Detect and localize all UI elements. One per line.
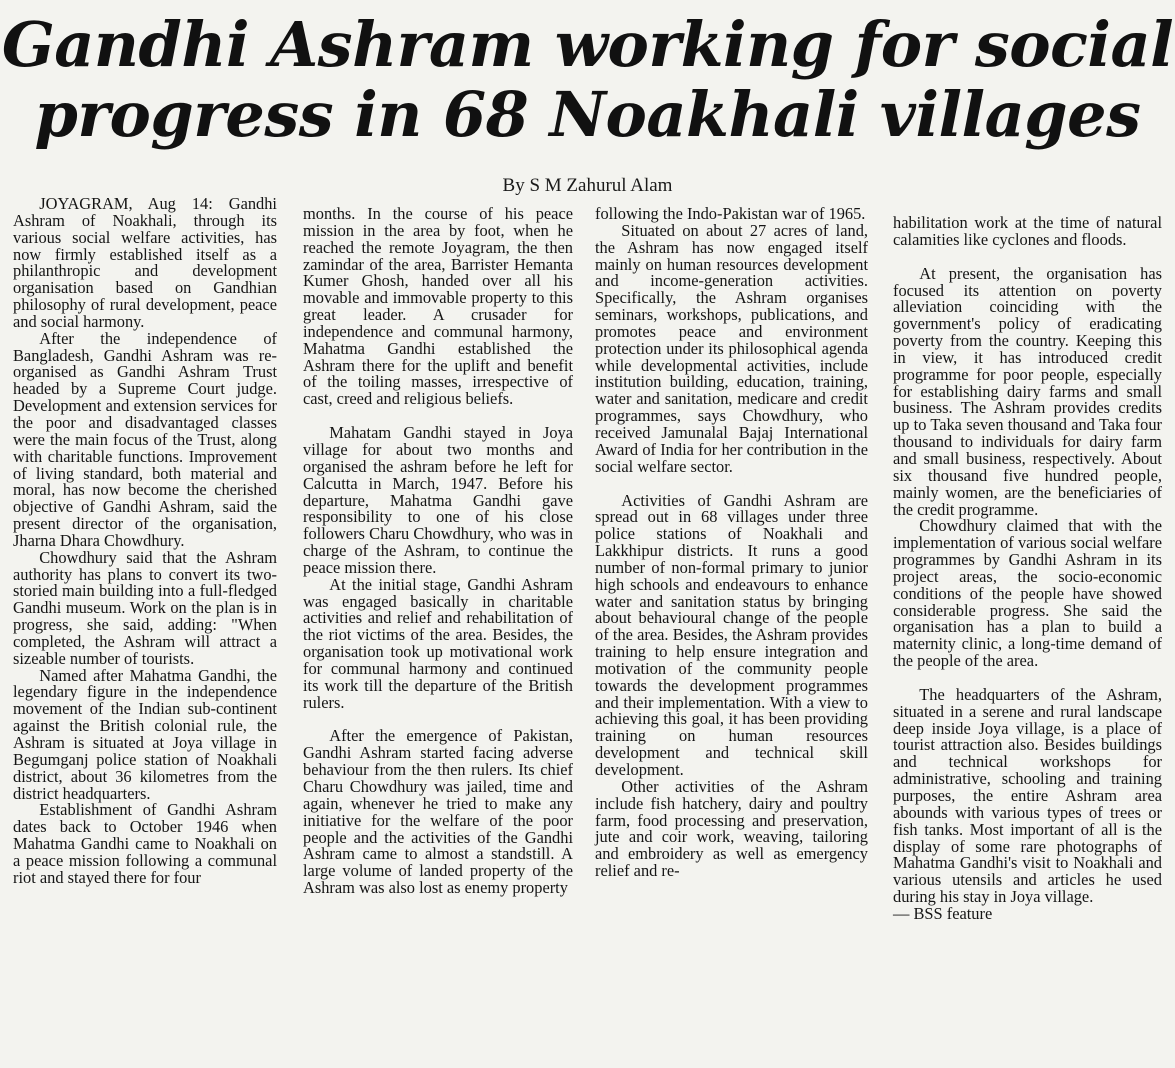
article-column-4 (893, 215, 1162, 923)
paragraph: Situated on about 27 acres of land, the Ashram has now engaged itself mainly on human resources development and income-generation activities. Specifically, the Ashram organises seminars, workshops, publications, and promotes peace and environment protection under its philosophical agenda while developmental activities, include institution building, education, training, water and sanitation, medicare and credit programmes, says Chowdhury, who received Jamunalal Bajaj International Award of India for her contribution in the social welfare sector. (595, 220, 868, 476)
headline-line-1: Gandhi Ashram working for social (1, 8, 1174, 81)
paragraph: months. In the course of his peace mission in the area by foot, when he reached the remote Joyagram, the then zamindar of the area, Barrister Hemanta Kumer Ghosh, handed over all his movable and immovable property to this great leader. A crusader for independence and communal harmony, Mahatma Gandhi established the Ashram there for the uplift and benefit of the toiling masses, irrespective of cast, creed and religious beliefs. (303, 204, 573, 409)
paragraph: Chowdhury said that the Ashram authority has plans to convert its two-storied main building into a full-fledged Gandhi museum. Work on the plan is in progress, she said, adding: "When completed, the Ashram will attract a sizeable number of tourists. (13, 547, 277, 668)
paragraph: After the independence of Bangladesh, Gandhi Ashram was re-organised as Gandhi Ashram Trust headed by a Supreme Court judge. Development and extension services for the poor and disadvantaged classes were the main focus of the Trust, along with charitable functions. Improvement of living standard, both material and moral, has now become the cherished objective of Gandhi Ashram, said the present director of the organisation, Jharna Dhara Chowdhury. (13, 328, 277, 550)
paragraph: Mahatam Gandhi stayed in Joya village for about two months and organised the ashram before he left for Calcutta in March, 1947. Before his departure, Mahatma Gandhi gave responsibility to one of his close followers Charu Chowdhury, who was in charge of the Ashram, to continue the peace mission there. (303, 423, 573, 577)
article-column-1 (13, 196, 277, 887)
paragraph: habilitation work at the time of natural calamities like cyclones and floods. (893, 213, 1162, 249)
paragraph: Establishment of Gandhi Ashram dates back to October 1946 when Mahatma Gandhi came to Noakhali on a peace mission following a communal riot and stayed there for four (13, 800, 277, 887)
paragraph: Named after Mahatma Gandhi, the legendary figure in the independence movement of the Indian sub-continent against the British colonial rule, the Ashram is situated at Joya village in Begumganj police station of Noakhali district, about 36 kilometres from the district headquarters. (13, 665, 277, 803)
paragraph: Activities of Gandhi Ashram are spread out in 68 villages under three police stations of Noakhali and Lakkhipur districts. It runs a good number of non-formal primary to junior high schools and endeavours to enhance water and sanitation status by bringing about behavioural change of the people of the area. Besides, the Ashram provides training to help ensure integration and motivation of the community people towards the development programmes and their implementation. With a view to achieving this goal, it has been providing training on human resources development and technical skill development. (595, 490, 868, 779)
article-column-3 (595, 206, 868, 880)
article-column-2 (303, 206, 573, 897)
paragraph: After the emergence of Pakistan, Gandhi Ashram started facing adverse behaviour from the then rulers. Its chief Charu Chowdhury was jailed, time and again, whenever he tried to make any initiative for the welfare of the poor people and the activities of the Gandhi Ashram came to almost a standstill. A large volume of landed property of the Ashram was also lost as enemy property (303, 726, 573, 898)
paragraph: At the initial stage, Gandhi Ashram was engaged basically in charitable activities and relief and rehabilitation of the riot victims of the area. Besides, the organisation took up motivational work for communal harmony and continued its work till the departure of the British rulers. (303, 574, 573, 712)
paragraph: following the Indo-Pakistan war of 1965. (595, 204, 866, 223)
paragraph: At present, the organisation has focused its attention on poverty alleviation coinciding with the government's policy of eradicating poverty from the country. Keeping this in view, it has introduced credit programme for poor people, especially for establishing dairy farms and small business. The Ashram provides credits up to Taka seven thousand and Taka four thousand to individuals for dairy farm and small business, respectively. About six thousand five hundred people, mainly women, are the beneficiaries of the credit programme. (893, 263, 1162, 519)
paragraph: Other activities of the Ashram include fish hatchery, dairy and poultry farm, food processing and preservation, jute and coir work, weaving, tailoring and embroidery as well as emergency relief and re- (595, 776, 868, 881)
headline (0, 10, 1175, 150)
paragraph: The headquarters of the Ashram, situated in a serene and rural landscape deep inside Joya village, is a place of tourist attraction also. Besides buildings and technical workshops for administrative, schooling and training purposes, the entire Ashram area abounds with various types of trees or fish tanks. Most important of all is the display of some rare photographs of Mahatma Gandhi's visit to Noakhali and various utensils and articles he used during his stay in Joya village. (893, 684, 1162, 907)
source-credit: — BSS feature (893, 903, 993, 923)
paragraph: Chowdhury claimed that with the implementation of various social welfare programmes by Gandhi Ashram in its project areas, the socio-economic conditions of the people have showed considerable progress. She said the organisation has a plan to build a maternity clinic, a long-time demand of the people of the area. (893, 516, 1162, 671)
byline: By S M Zahurul Alam (502, 175, 673, 196)
paragraph: JOYAGRAM, Aug 14: Gandhi Ashram of Noakhali, through its various social welfare activities, has now firmly established itself as a philanthropic and development organisation based on Gandhian philosophy of rural development, peace and social harmony. (13, 194, 277, 331)
headline-line-2: progress in 68 Noakhali villages (34, 78, 1141, 151)
